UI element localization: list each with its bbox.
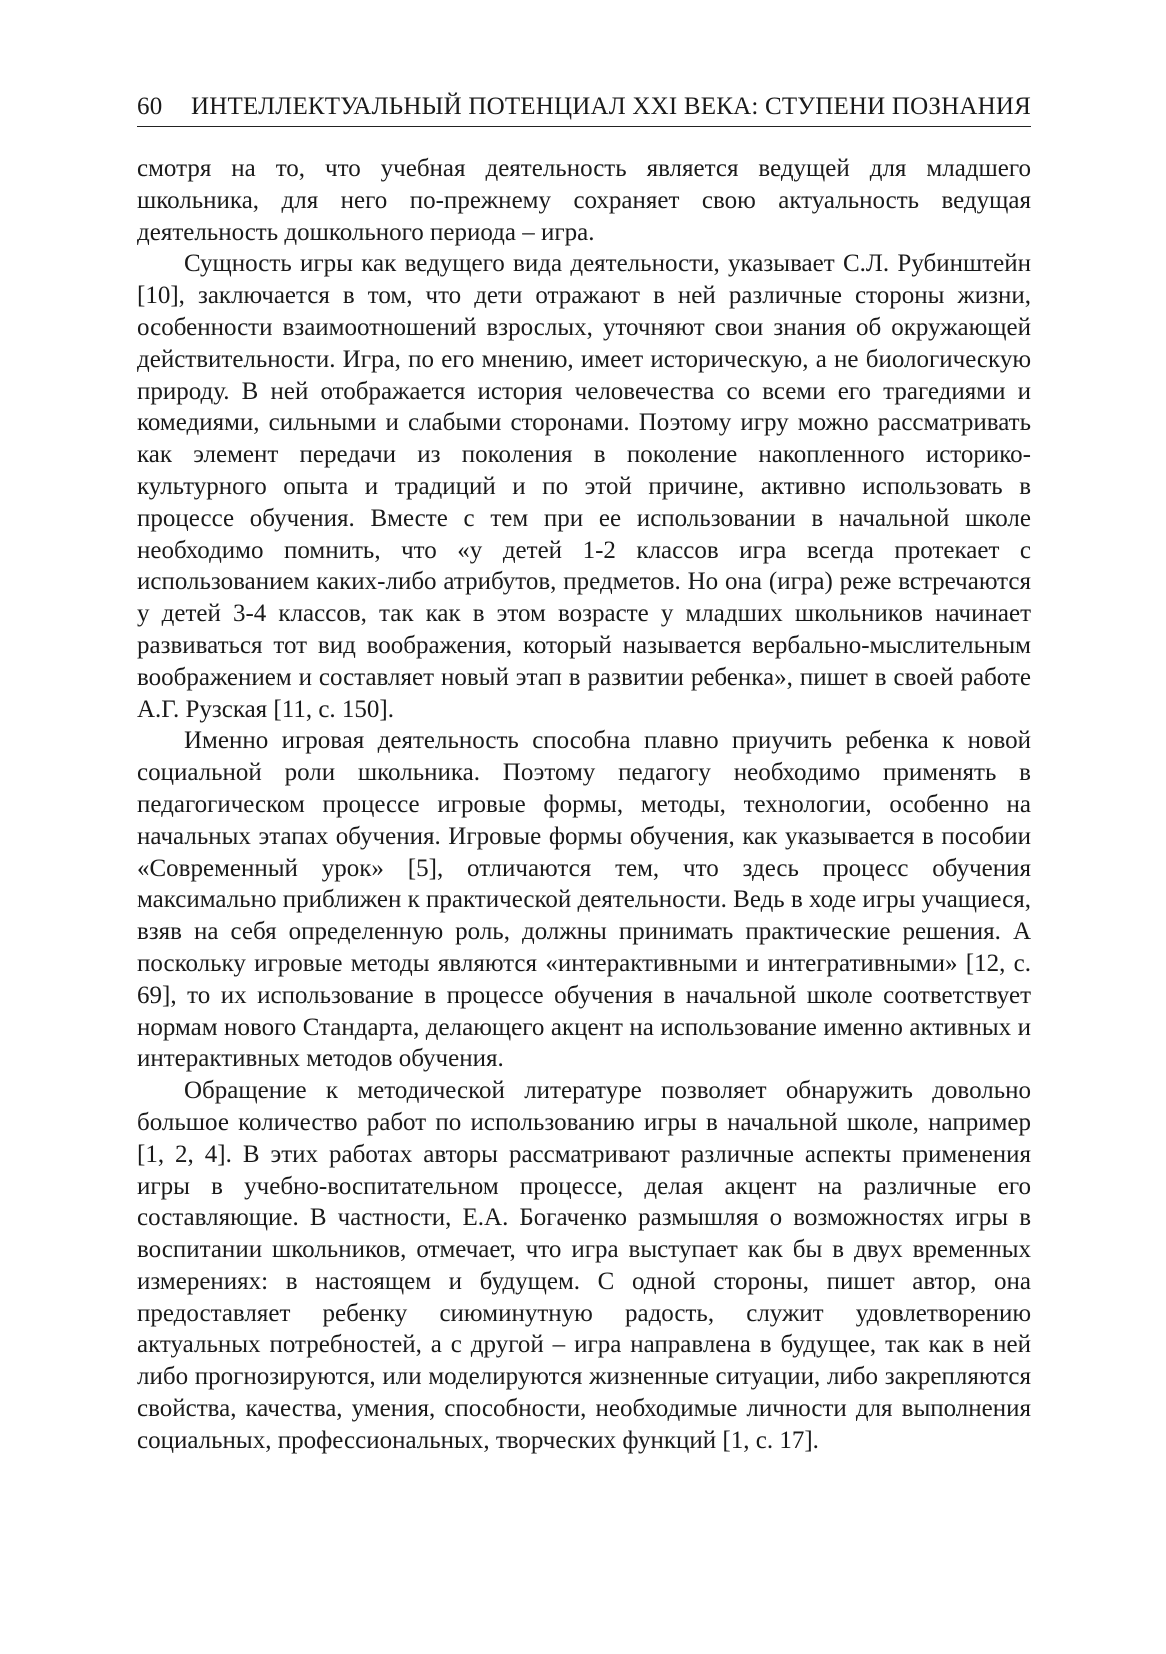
paragraph: Именно игровая деятельность способна плавно приучить ребенка к новой социальной роли школьника. Поэтому педагогу необходимо применять в педагогическом процессе игровые формы, методы, технологии, особенно на начальных этапах обучения. Игровые формы обучения, как указывается в пособии «Современный урок» [5], отличаются тем, что здесь процесс обучения максимально приближен к практической деятельности. Ведь в ходе игры учащиеся, взяв на себя определенную роль, должны принимать практические решения. А поскольку игровые методы являются «интерактивными и интегративными» [12, с. 69], то их использование в процессе обучения в начальной школе соответствует нормам нового Стандарта, делающего акцент на использование именно активных и интерактивных методов обучения. <box>137 727 1031 1073</box>
paragraph: Обращение к методической литературе позволяет обнаружить довольно большое количество работ по использованию игры в начальной школе, например [1, 2, 4]. В этих работах авторы рассматривают различные аспекты применения игры в учебно-воспитательном процессе, делая акцент на различные его составляющие. В частности, Е.А. Богаченко размышляя о возможностях игры в воспитании школьников, отмечает, что игра выступает как бы в двух временных измерениях: в настоящем и будущем. С одной стороны, пишет автор, она предоставляет ребенку сиюминутную радость, служит удовлетворению актуальных потребностей, а с другой – игра направлена в будущее, так как в ней либо прогнозируются, или моделируются жизненные ситуации, либо закрепляются свойства, качества, умения, способности, необходимые личности для выполнения социальных, профессиональных, творческих функций [1, с. 17]. <box>137 1077 1031 1454</box>
paragraph: Сущность игры как ведущего вида деятельности, указывает С.Л. Рубинштейн [10], заключается в том, что дети отражают в ней различные стороны жизни, особенности взаимоотношений взрослых, уточняют свои знания об окружающей действительности. Игра, по его мнению, имеет историческую, а не биологическую природу. В ней отображается история человечества со всеми его трагедиями и комедиями, сильными и слабыми сторонами. Поэтому игру можно рассматривать как элемент передачи из поколения в поколение накопленного историко-культурного опыта и традиций и по этой причине, активно использовать в процессе обучения. Вместе с тем при ее использовании в начальной школе необходимо помнить, что «у детей 1-2 классов игра всегда протекает с использованием каких-либо атрибутов, предметов. Но она (игра) реже встречаются у детей 3-4 классов, так как в этом возрасте у младших школьников начинает развиваться тот вид воображения, который называется вербально-мыслительным воображением и составляет новый этап в развитии ребенка», пишет в своей работе А.Г. Рузская [11, с. 150]. <box>137 250 1031 723</box>
body-text <box>137 153 1031 1457</box>
paragraph-continued: смотря на то, что учебная деятельность является ведущей для младшего школьника, для него по-прежнему сохраняет свою актуальность ведущая деятельность дошкольного периода – игра. <box>137 155 1031 246</box>
document-page <box>137 92 1031 1457</box>
running-title: ИНТЕЛЛЕКТУАЛЬНЫЙ ПОТЕНЦИАЛ XXI ВЕКА: СТУПЕНИ ПОЗНАНИЯ <box>191 93 1031 120</box>
page-number: 60 <box>137 93 163 120</box>
running-header <box>137 92 1031 127</box>
